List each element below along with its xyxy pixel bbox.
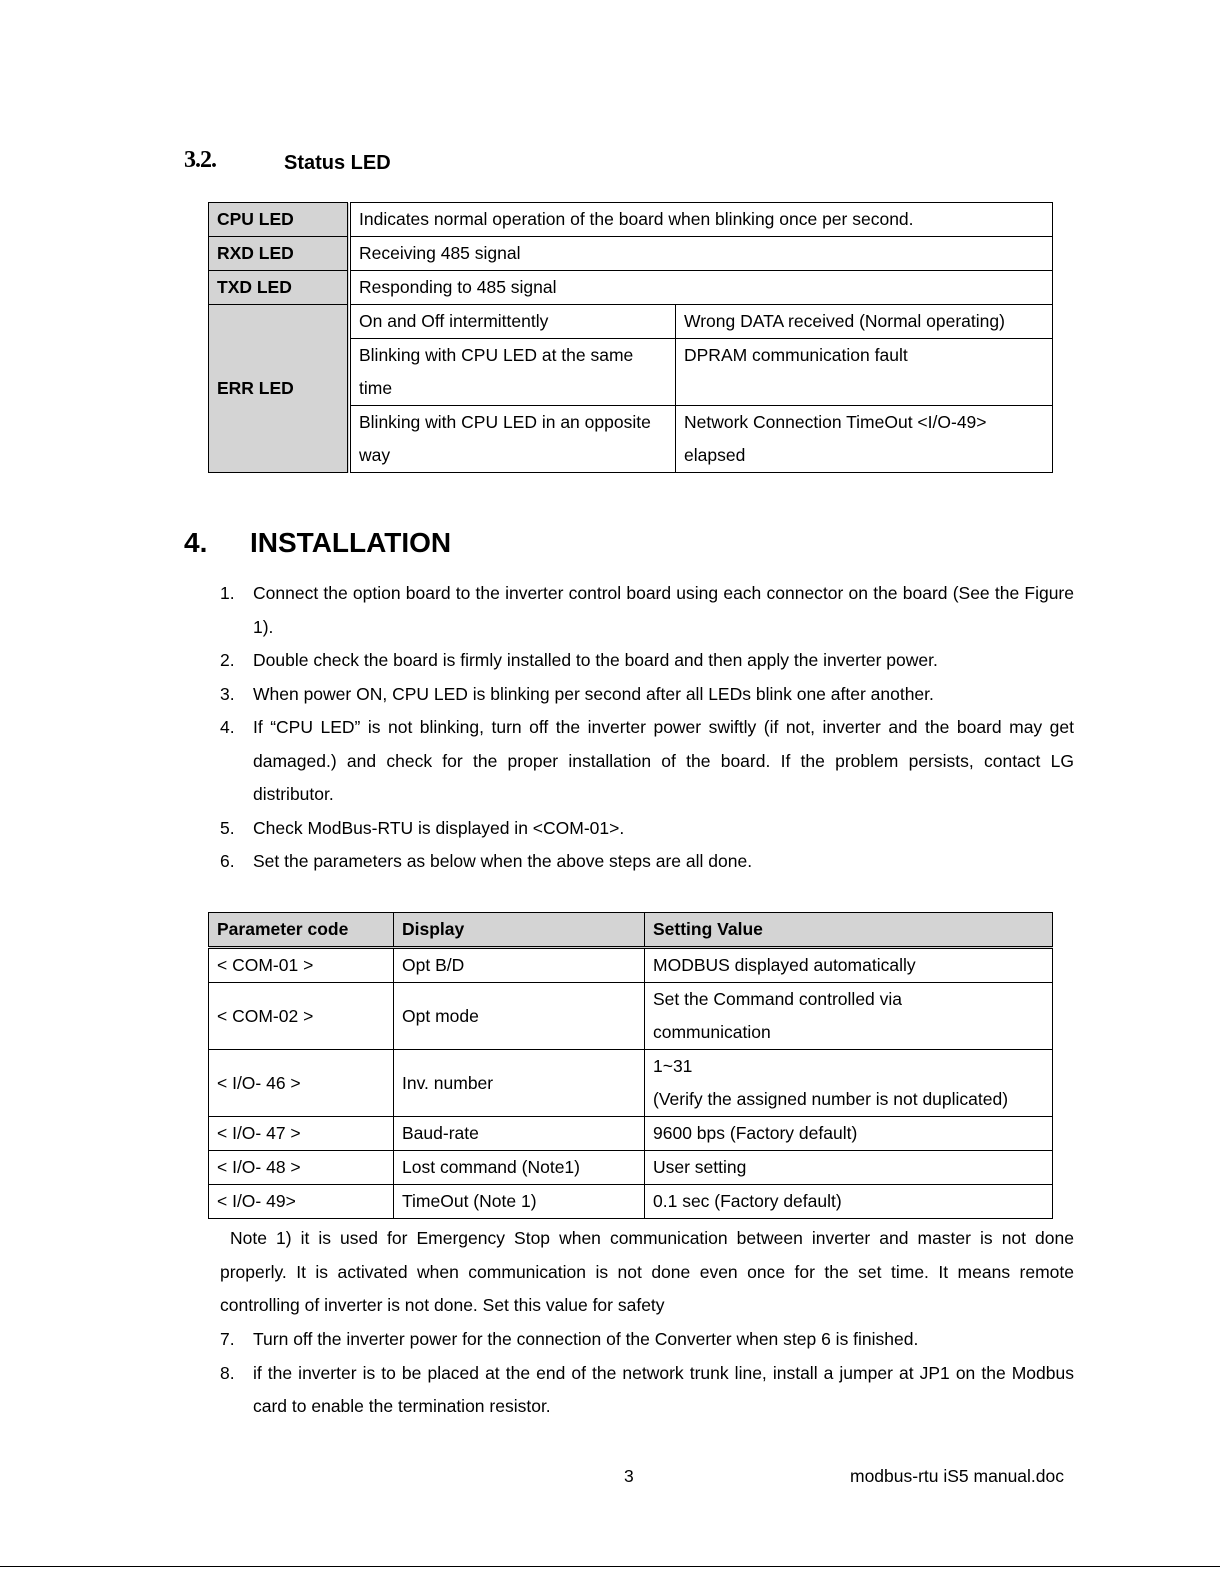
table-row: [209, 203, 1053, 237]
list-item: [220, 711, 1074, 812]
led-label: RXD LED: [209, 237, 350, 271]
status-led-table: [208, 202, 1053, 473]
err-meaning: DPRAM communication fault: [676, 339, 1053, 406]
list-item: [220, 1323, 1074, 1357]
step-text: Set the parameters as below when the above steps are all done.: [253, 851, 753, 871]
param-display: Lost command (Note1): [394, 1151, 645, 1185]
step-text: Turn off the inverter power for the connection of the Converter when step 6 is finished.: [253, 1329, 919, 1349]
step-text: if the inverter is to be placed at the end of the network trunk line, install a jumper at JP1 on the Modbus card to enable the termination resistor.: [253, 1362, 1074, 1416]
param-code: < COM-01 >: [209, 948, 394, 983]
param-code: < I/O- 46 >: [209, 1050, 394, 1117]
param-value: User setting: [645, 1151, 1053, 1185]
section-title: INSTALLATION: [250, 527, 452, 558]
installation-steps-continued: [220, 1323, 1074, 1424]
installation-steps: [220, 577, 1074, 879]
step-text: Double check the board is firmly installed to the board and then apply the inverter power.: [253, 650, 938, 670]
param-display: Opt mode: [394, 983, 645, 1050]
step-number: 5.: [220, 817, 235, 838]
list-item: [220, 812, 1074, 846]
err-meaning: Network Connection TimeOut <I/O-49> elapsed: [676, 406, 1053, 473]
param-value: 0.1 sec (Factory default): [645, 1185, 1053, 1219]
list-item: [220, 1357, 1074, 1424]
document-filename: modbus-rtu iS5 manual.doc: [850, 1466, 1064, 1486]
table-row: [209, 237, 1053, 271]
section-title: Status LED: [284, 152, 391, 174]
err-condition: Blinking with CPU LED in an opposite way: [349, 406, 676, 473]
param-value: Set the Command controlled via communication: [645, 983, 1053, 1050]
step-text: Connect the option board to the inverter control board using each connector on the board (See the Figure 1).: [253, 583, 1074, 637]
table-row: [209, 1151, 1053, 1185]
table-row: [209, 1050, 1053, 1117]
table-row: [209, 271, 1053, 305]
table-row: [209, 1117, 1053, 1151]
step-number: 1.: [220, 583, 235, 603]
step-number: 8.: [220, 1362, 235, 1383]
err-condition: Blinking with CPU LED at the same time: [349, 339, 676, 406]
step-number: 6.: [220, 851, 235, 871]
parameter-table: [208, 912, 1053, 1219]
table-header-row: [209, 913, 1053, 948]
led-description: Receiving 485 signal: [349, 237, 1053, 271]
page-number: 3: [624, 1466, 634, 1486]
led-description: Indicates normal operation of the board when blinking once per second.: [349, 203, 1053, 237]
note-text: Note 1) it is used for Emergency Stop when communication between inverter and master is not done properly. It is activated when communication is not done even once for the set time. It means remote controlling of inverter is not done. Set this value for safety: [220, 1228, 1074, 1315]
param-code: < I/O- 49>: [209, 1185, 394, 1219]
param-value: 9600 bps (Factory default): [645, 1117, 1053, 1151]
step-text: When power ON, CPU LED is blinking per second after all LEDs blink one after another.: [253, 683, 934, 704]
led-label: CPU LED: [209, 203, 350, 237]
param-code: < COM-02 >: [209, 983, 394, 1050]
param-code: < I/O- 48 >: [209, 1151, 394, 1185]
column-header: Parameter code: [209, 913, 394, 948]
table-row: [209, 983, 1053, 1050]
err-condition: On and Off intermittently: [349, 305, 676, 339]
section-number: 3.2.: [184, 147, 216, 173]
led-label: TXD LED: [209, 271, 350, 305]
step-text: Check ModBus-RTU is displayed in <COM-01>.: [253, 817, 625, 838]
section-number: 4.: [184, 527, 208, 558]
step-number: 2.: [220, 650, 235, 670]
param-value-cell: [645, 1050, 1053, 1117]
led-description: Responding to 485 signal: [349, 271, 1053, 305]
param-value-note: (Verify the assigned number is not duplicated): [653, 1089, 1009, 1109]
column-header: Display: [394, 913, 645, 948]
table-row: [209, 305, 1053, 339]
step-number: 3.: [220, 683, 235, 704]
step-number: 4.: [220, 717, 235, 737]
list-item: [220, 644, 1074, 678]
param-display: Baud-rate: [394, 1117, 645, 1151]
page-bottom-rule: [0, 1566, 1220, 1567]
param-display: Inv. number: [394, 1050, 645, 1117]
param-code: < I/O- 47 >: [209, 1117, 394, 1151]
param-display: TimeOut (Note 1): [394, 1185, 645, 1219]
led-label: ERR LED: [209, 305, 350, 473]
param-value: 1~31: [653, 1056, 693, 1076]
param-value: MODBUS displayed automatically: [645, 948, 1053, 983]
err-meaning: Wrong DATA received (Normal operating): [676, 305, 1053, 339]
table-row: [209, 948, 1053, 983]
note-paragraph: [220, 1222, 1074, 1323]
list-item: [220, 577, 1074, 644]
column-header: Setting Value: [645, 913, 1053, 948]
param-display: Opt B/D: [394, 948, 645, 983]
list-item: [220, 845, 1074, 879]
table-row: [209, 1185, 1053, 1219]
step-number: 7.: [220, 1329, 235, 1349]
list-item: [220, 678, 1074, 712]
step-text: If “CPU LED” is not blinking, turn off the inverter power swiftly (if not, inverter and the board may get damaged.) and check for the proper installation of the board. If the problem persists, contact LG distributor.: [253, 717, 1074, 804]
